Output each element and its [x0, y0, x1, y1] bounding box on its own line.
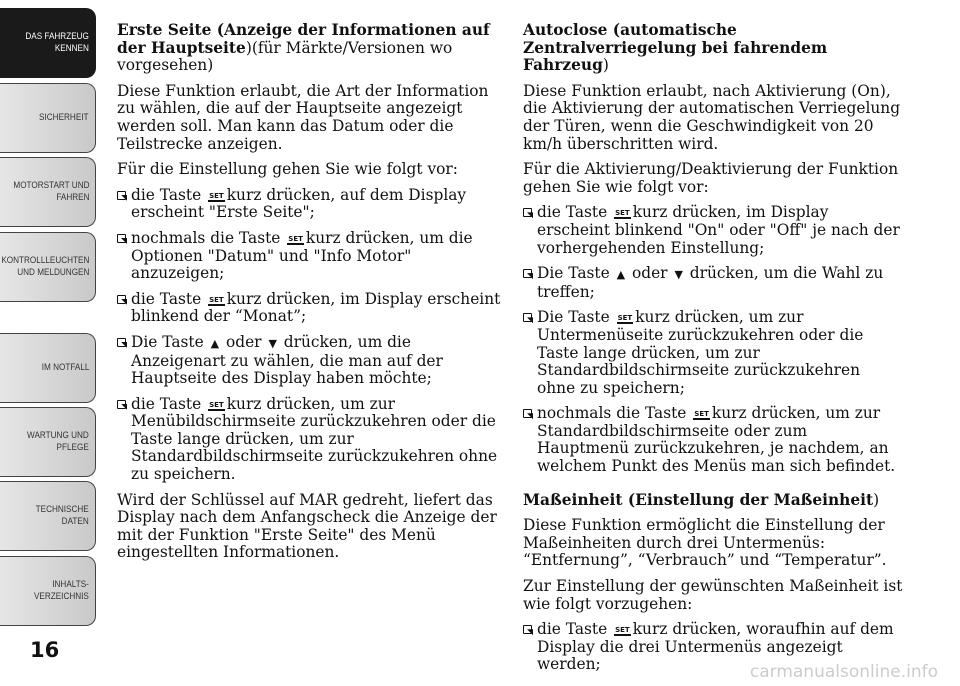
checkbox-bullet-icon — [117, 234, 126, 243]
down-key-icon: ▼ — [674, 268, 683, 282]
tab-motorstart-und-fahren[interactable]: MOTORSTART UND FAHREN — [0, 157, 96, 227]
list-item: nochmals die Taste SET kurz drücken, um die Optionen "Datum" und "Info Motor" anzuzeigen; — [117, 230, 502, 283]
paragraph: Diese Funktion erlaubt, die Art der Information zu wählen, die auf der Hauptseite angezeigt werden soll. Man kann das Datum oder die Teilstrecke anzeigen. — [117, 81, 489, 153]
chapter-tabs — [0, 0, 100, 640]
down-key-icon: ▼ — [268, 336, 277, 350]
up-key-icon: ▲ — [210, 336, 220, 350]
list-item: die Taste SET kurz drücken, woraufhin auf dem Display die drei Untermenüs angezeigt werden; — [523, 621, 903, 674]
set-key-icon: SET — [209, 191, 224, 200]
tab-technische-daten[interactable]: TECHNISCHE DATEN — [0, 481, 96, 551]
tab-kontrollleuchten[interactable]: KONTROLLLEUCHTEN UND MELDUNGEN — [0, 232, 96, 302]
checkbox-bullet-icon — [523, 269, 532, 278]
list-item: die Taste SET kurz drücken, um zur Menübildschirmseite zurückzukehren oder die Taste lange drücken, um zur Standardbildschirmseite zurückzukehren ohne zu speichern. — [117, 396, 502, 484]
page-number: 16 — [30, 638, 60, 662]
up-key-icon: ▲ — [616, 268, 626, 282]
paragraph: Zur Einstellung der gewünschten Maßeinheit ist wie folgt vorzugehen: — [523, 577, 903, 613]
tab-im-notfall[interactable]: IM NOTFALL — [0, 333, 96, 403]
tab-inhaltsverzeichnis[interactable]: INHALTS- VERZEICHNIS — [0, 556, 96, 626]
set-key-icon: SET — [615, 209, 630, 218]
list-item: die Taste SET kurz drücken, im Display erscheint blinkend der “Monat”; — [117, 291, 502, 326]
checkbox-bullet-icon — [117, 295, 126, 304]
list-item: die Taste SET kurz drücken, auf dem Display erscheint "Erste Seite"; — [117, 187, 502, 222]
list-item: Die Taste SET kurz drücken, um zur Untermenüseite zurückzukehren oder die Taste lange drücken, um zur Standardbildschirmseite zurückzukehren ohne zu speichern; — [523, 309, 903, 397]
set-key-icon: SET — [288, 234, 303, 243]
checkbox-bullet-icon — [117, 191, 126, 200]
checkbox-bullet-icon — [523, 409, 532, 418]
set-key-icon: SET — [694, 410, 709, 419]
paragraph: Diese Funktion ermöglicht die Einstellung der Maßeinheiten durch drei Untermenüs: “Entfernung”, “Verbrauch” und “Temperatur”. — [523, 516, 887, 570]
paragraph: Wird der Schlüssel auf MAR gedreht, liefert das Display nach dem Anfangscheck die Anzeige der mit der Funktion "Erste Seite" des Menü eingestellten Informationen. — [117, 490, 497, 562]
paragraph: Für die Aktivierung/Deaktivierung der Funktion gehen Sie wie folgt vor: — [523, 160, 899, 196]
list-item: Die Taste ▲ oder ▼ drücken, um die Anzeigenart zu wählen, die man auf der Hauptseite des Display haben möchte; — [117, 334, 502, 388]
checkbox-bullet-icon — [523, 208, 532, 217]
paragraph: Für die Einstellung gehen Sie wie folgt vor: — [117, 160, 458, 179]
set-key-icon: SET — [617, 314, 633, 323]
checkbox-bullet-icon — [117, 338, 126, 347]
set-key-icon: SET — [209, 295, 224, 304]
right-column — [523, 22, 903, 682]
tab-wartung-und-pflege[interactable]: WARTUNG UND PFLEGE — [0, 407, 96, 477]
set-key-icon: SET — [615, 626, 630, 635]
section-heading-erste-seite: Erste Seite (Anzeige der Informationen auf der Hauptseite)(für Märkte/Versionen wo vorgesehen) — [117, 21, 490, 75]
section-heading-masseinheit: Maßeinheit (Einstellung der Maßeinheit) — [523, 490, 880, 509]
list-item: die Taste SET kurz drücken, im Display erscheint blinkend "On" oder "Off" je nach der vorhergehenden Einstellung; — [523, 204, 903, 257]
list-item: Die Taste ▲ oder ▼ drücken, um die Wahl zu treffen; — [523, 265, 903, 301]
checkbox-bullet-icon — [117, 400, 126, 409]
checkbox-bullet-icon — [523, 313, 532, 322]
list-item: nochmals die Taste SET kurz drücken, um zur Standardbildschirmseite oder zum Hauptmenü zurückzukehren, je nachdem, an welchem Punkt des Menüs man sich befindet. — [523, 405, 903, 475]
paragraph: Diese Funktion erlaubt, nach Aktivierung (On), die Aktivierung der automatischen Verriegelung der Türen, wenn die Geschwindigkeit von 20 km/h überschritten wird. — [523, 81, 901, 153]
watermark: carmanualsonline.info — [749, 662, 938, 682]
tab-sicherheit[interactable]: SICHERHEIT — [0, 83, 96, 153]
section-heading-autoclose: Autoclose (automatische Zentralverriegelung bei fahrendem Fahrzeug) — [523, 21, 828, 75]
left-column — [117, 22, 502, 570]
tab-das-fahrzeug-kennen[interactable]: DAS FAHRZEUG KENNEN — [0, 8, 96, 78]
checkbox-bullet-icon — [523, 625, 532, 634]
set-key-icon: SET — [209, 400, 224, 409]
